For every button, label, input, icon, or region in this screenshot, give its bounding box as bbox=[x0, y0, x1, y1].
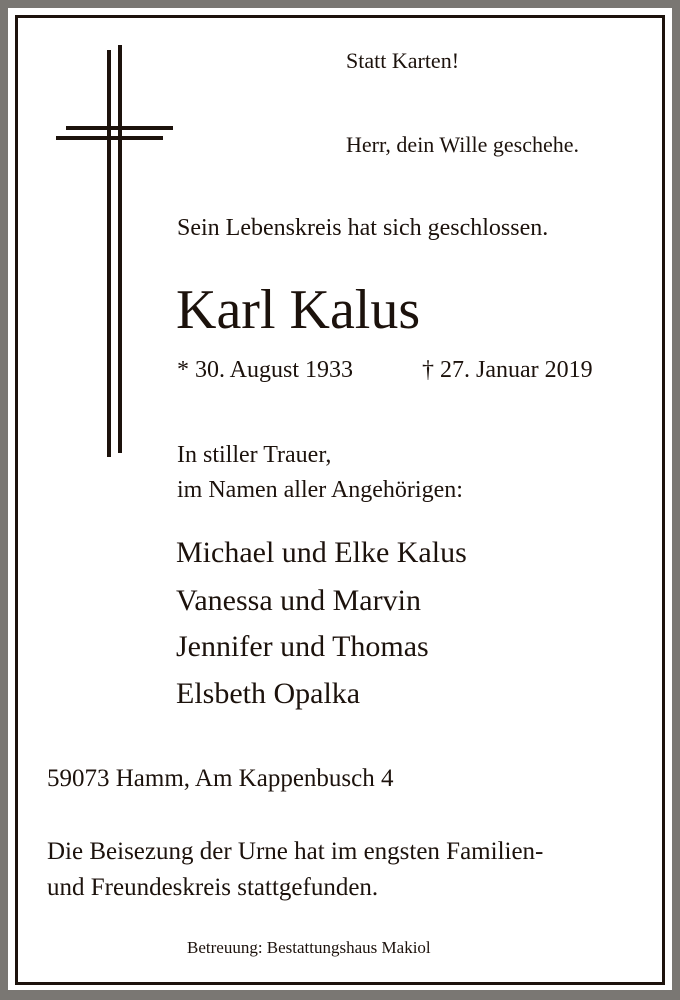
family-member: Vanessa und Marvin bbox=[176, 584, 421, 617]
death-date: † 27. Januar 2019 bbox=[422, 357, 593, 383]
address: 59073 Hamm, Am Kappenbusch 4 bbox=[47, 765, 394, 792]
family-member: Michael und Elke Kalus bbox=[176, 536, 467, 569]
funeral-home-credit: Betreuung: Bestattungshaus Makiol bbox=[187, 938, 431, 957]
statt-karten: Statt Karten! bbox=[346, 48, 460, 73]
birth-date: * 30. August 1933 bbox=[177, 357, 354, 383]
family-member: Jennifer und Thomas bbox=[176, 630, 429, 663]
notice-line-1: Die Beisezung der Urne hat im engsten Familien- bbox=[47, 838, 544, 865]
mourning-line-1: In stiller Trauer, bbox=[177, 442, 332, 468]
quote: Herr, dein Wille geschehe. bbox=[346, 132, 580, 157]
family-member: Elsbeth Opalka bbox=[176, 677, 361, 710]
intro-text: Sein Lebenskreis hat sich geschlossen. bbox=[177, 215, 549, 241]
notice-line-2: und Freundeskreis stattgefunden. bbox=[47, 874, 379, 901]
deceased-name: Karl Kalus bbox=[176, 279, 421, 341]
mourning-line-2: im Namen aller Angehörigen: bbox=[177, 477, 463, 503]
